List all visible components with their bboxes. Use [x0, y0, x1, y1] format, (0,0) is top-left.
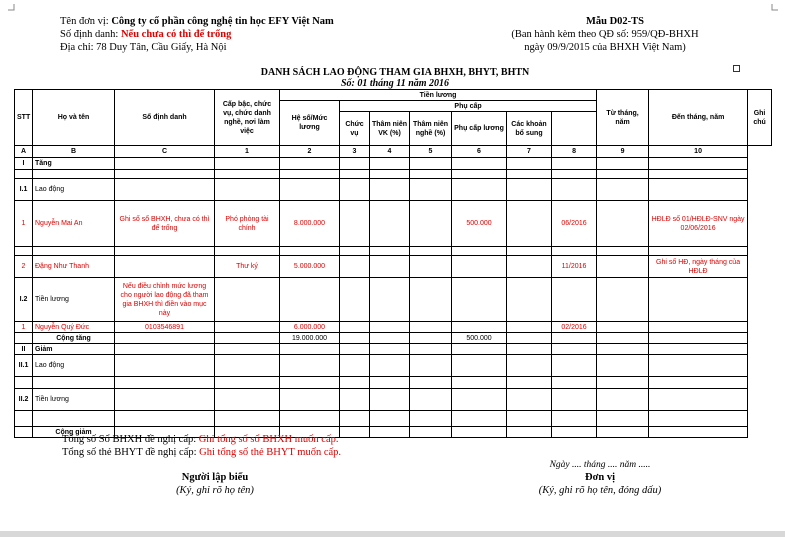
- total-base: 19.000.000: [280, 333, 340, 344]
- unit-line: [60, 15, 334, 28]
- col-to: Đến tháng, năm: [649, 90, 748, 146]
- col-pcl: Phụ cấp lương: [452, 112, 507, 146]
- stt-cell: II: [15, 344, 33, 355]
- stt-cell: 1: [15, 201, 33, 247]
- id-cell: Ghi số sổ BHXH, chưa có thì để trống: [115, 201, 215, 247]
- col-position: Cấp bậc, chức vụ, chức danh nghề, nơi làm việc: [215, 90, 280, 146]
- hint-cell: Nếu điều chỉnh mức lương cho người lao động đã tham gia BHXH thì điền vào mục này: [115, 278, 215, 322]
- bhyt-line: [62, 446, 341, 459]
- position-cell: Phó phòng tài chính: [215, 201, 280, 247]
- stt-cell: I.1: [15, 179, 33, 201]
- col-salary-group: Tiền lương: [280, 90, 597, 101]
- section-label: Lao động: [33, 355, 115, 377]
- from-cell: 02/2016: [552, 322, 597, 333]
- code-cell: 3: [340, 146, 370, 158]
- note-cell: Ghi số HĐ, ngày tháng của HĐLĐ: [649, 256, 748, 278]
- doc-subtitle: Số: 01 tháng 11 năm 2016: [340, 78, 450, 89]
- pcl-cell: 500.000: [452, 201, 507, 247]
- col-stt: STT: [15, 90, 33, 146]
- col-note: Ghi chú: [748, 90, 772, 146]
- col-allowance-group: Phụ cấp: [340, 101, 597, 112]
- table-row: [15, 389, 772, 411]
- col-cv: Chức vụ: [340, 112, 370, 146]
- table-row: [15, 158, 772, 170]
- table-row: [15, 256, 772, 278]
- name-cell: Nguyễn Mai An: [33, 201, 115, 247]
- col-name: Họ và tên: [33, 90, 115, 146]
- id-label: Số định danh:: [60, 29, 119, 40]
- code-row: [15, 146, 772, 158]
- stt-cell: 1: [15, 322, 33, 333]
- id-line: [60, 28, 231, 41]
- total-label: Cộng tăng: [33, 333, 115, 344]
- id-value: Nếu chưa có thì để trống: [120, 29, 232, 40]
- code-cell: 8: [552, 146, 597, 158]
- section-label: Tiền lương: [33, 278, 115, 322]
- from-cell: 11/2016: [552, 256, 597, 278]
- date-line: Ngày .... tháng .... năm .....: [549, 460, 651, 470]
- code-cell: A: [15, 146, 33, 158]
- bhxh-line: [62, 433, 339, 446]
- form-code: Mẫu D02-TS: [585, 16, 645, 27]
- unit-label: Tên đơn vị:: [60, 16, 109, 27]
- stt-cell: 2: [15, 256, 33, 278]
- code-cell: 2: [280, 146, 340, 158]
- col-base: Hệ số/Mức lương: [280, 101, 340, 146]
- table-row: [15, 333, 772, 344]
- base-cell: 8.000.000: [280, 201, 340, 247]
- unit-title: Đơn vị: [584, 472, 616, 483]
- page-bottom-bar: [0, 531, 785, 537]
- corner-mark-right: [766, 4, 778, 16]
- table-row: [15, 344, 772, 355]
- id-cell: 0103546891: [115, 322, 215, 333]
- issued-line-2: ngày 09/9/2015 của BHXH Việt Nam): [524, 42, 686, 53]
- code-cell: 7: [507, 146, 552, 158]
- code-cell: C: [115, 146, 215, 158]
- col-id: Số định danh: [115, 90, 215, 146]
- bhyt-value: Ghi tổng số thẻ BHYT muốn cấp.: [199, 447, 342, 458]
- section-label: Giảm: [33, 344, 115, 355]
- stt-cell: I.2: [15, 278, 33, 322]
- checkbox-icon[interactable]: [733, 65, 740, 72]
- total-label: Cộng giảm: [33, 427, 115, 438]
- section-label: Lao động: [33, 179, 115, 201]
- issued-line-1: (Ban hành kèm theo QĐ số: 959/QĐ-BHXH: [511, 29, 699, 40]
- note-cell: HĐLĐ số 01/HĐLĐ-SNV ngày 02/06/2016: [649, 201, 748, 247]
- table-row: [15, 179, 772, 201]
- name-cell: Nguyễn Quý Đức: [33, 322, 115, 333]
- corner-mark-left: [8, 4, 20, 16]
- from-cell: 06/2016: [552, 201, 597, 247]
- code-cell: 1: [215, 146, 280, 158]
- position-cell: Thư ký: [215, 256, 280, 278]
- code-cell: 4: [370, 146, 410, 158]
- table-row: [15, 278, 772, 322]
- code-cell: 9: [597, 146, 649, 158]
- unit-sign: (Ký, ghi rõ họ tên, đóng dấu): [538, 485, 662, 496]
- preparer-title: Người lập biểu: [181, 472, 249, 483]
- table-row: [15, 201, 772, 247]
- unit-name: Công ty cổ phần công nghệ tin học EFY Việt Nam: [111, 16, 334, 27]
- bhyt-label: Tổng số thẻ BHYT đề nghị cấp:: [62, 447, 197, 458]
- code-cell: 5: [410, 146, 452, 158]
- code-cell: 6: [452, 146, 507, 158]
- stt-cell: II.2: [15, 389, 33, 411]
- stt-cell: I: [15, 158, 33, 170]
- col-from: Từ tháng, năm: [597, 90, 649, 146]
- total-pcl: 500.000: [452, 333, 507, 344]
- table-row: [15, 322, 772, 333]
- code-cell: B: [33, 146, 115, 158]
- preparer-sign: (Ký, ghi rõ họ tên): [176, 485, 254, 496]
- labor-table: [14, 89, 772, 438]
- base-cell: 5.000.000: [280, 256, 340, 278]
- address: Địa chỉ: 78 Duy Tân, Cầu Giấy, Hà Nội: [60, 42, 227, 53]
- doc-title: DANH SÁCH LAO ĐỘNG THAM GIA BHXH, BHYT, BHTN: [260, 67, 530, 78]
- name-cell: Đặng Như Thanh: [33, 256, 115, 278]
- base-cell: 6.000.000: [280, 322, 340, 333]
- col-cbs: Các khoản bổ sung: [507, 112, 552, 146]
- code-cell: 10: [649, 146, 748, 158]
- section-label: Tiền lương: [33, 389, 115, 411]
- table-row: [15, 355, 772, 377]
- bhxh-label: Tổng số Sổ BHXH đề nghị cấp:: [62, 434, 197, 445]
- bhxh-value: Ghi tổng số sổ BHXH muốn cấp.: [198, 434, 339, 445]
- section-label: Tăng: [33, 158, 115, 170]
- col-tnn: Thâm niên nghề (%): [410, 112, 452, 146]
- stt-cell: II.1: [15, 355, 33, 377]
- col-tnvk: Thâm niên VK (%): [370, 112, 410, 146]
